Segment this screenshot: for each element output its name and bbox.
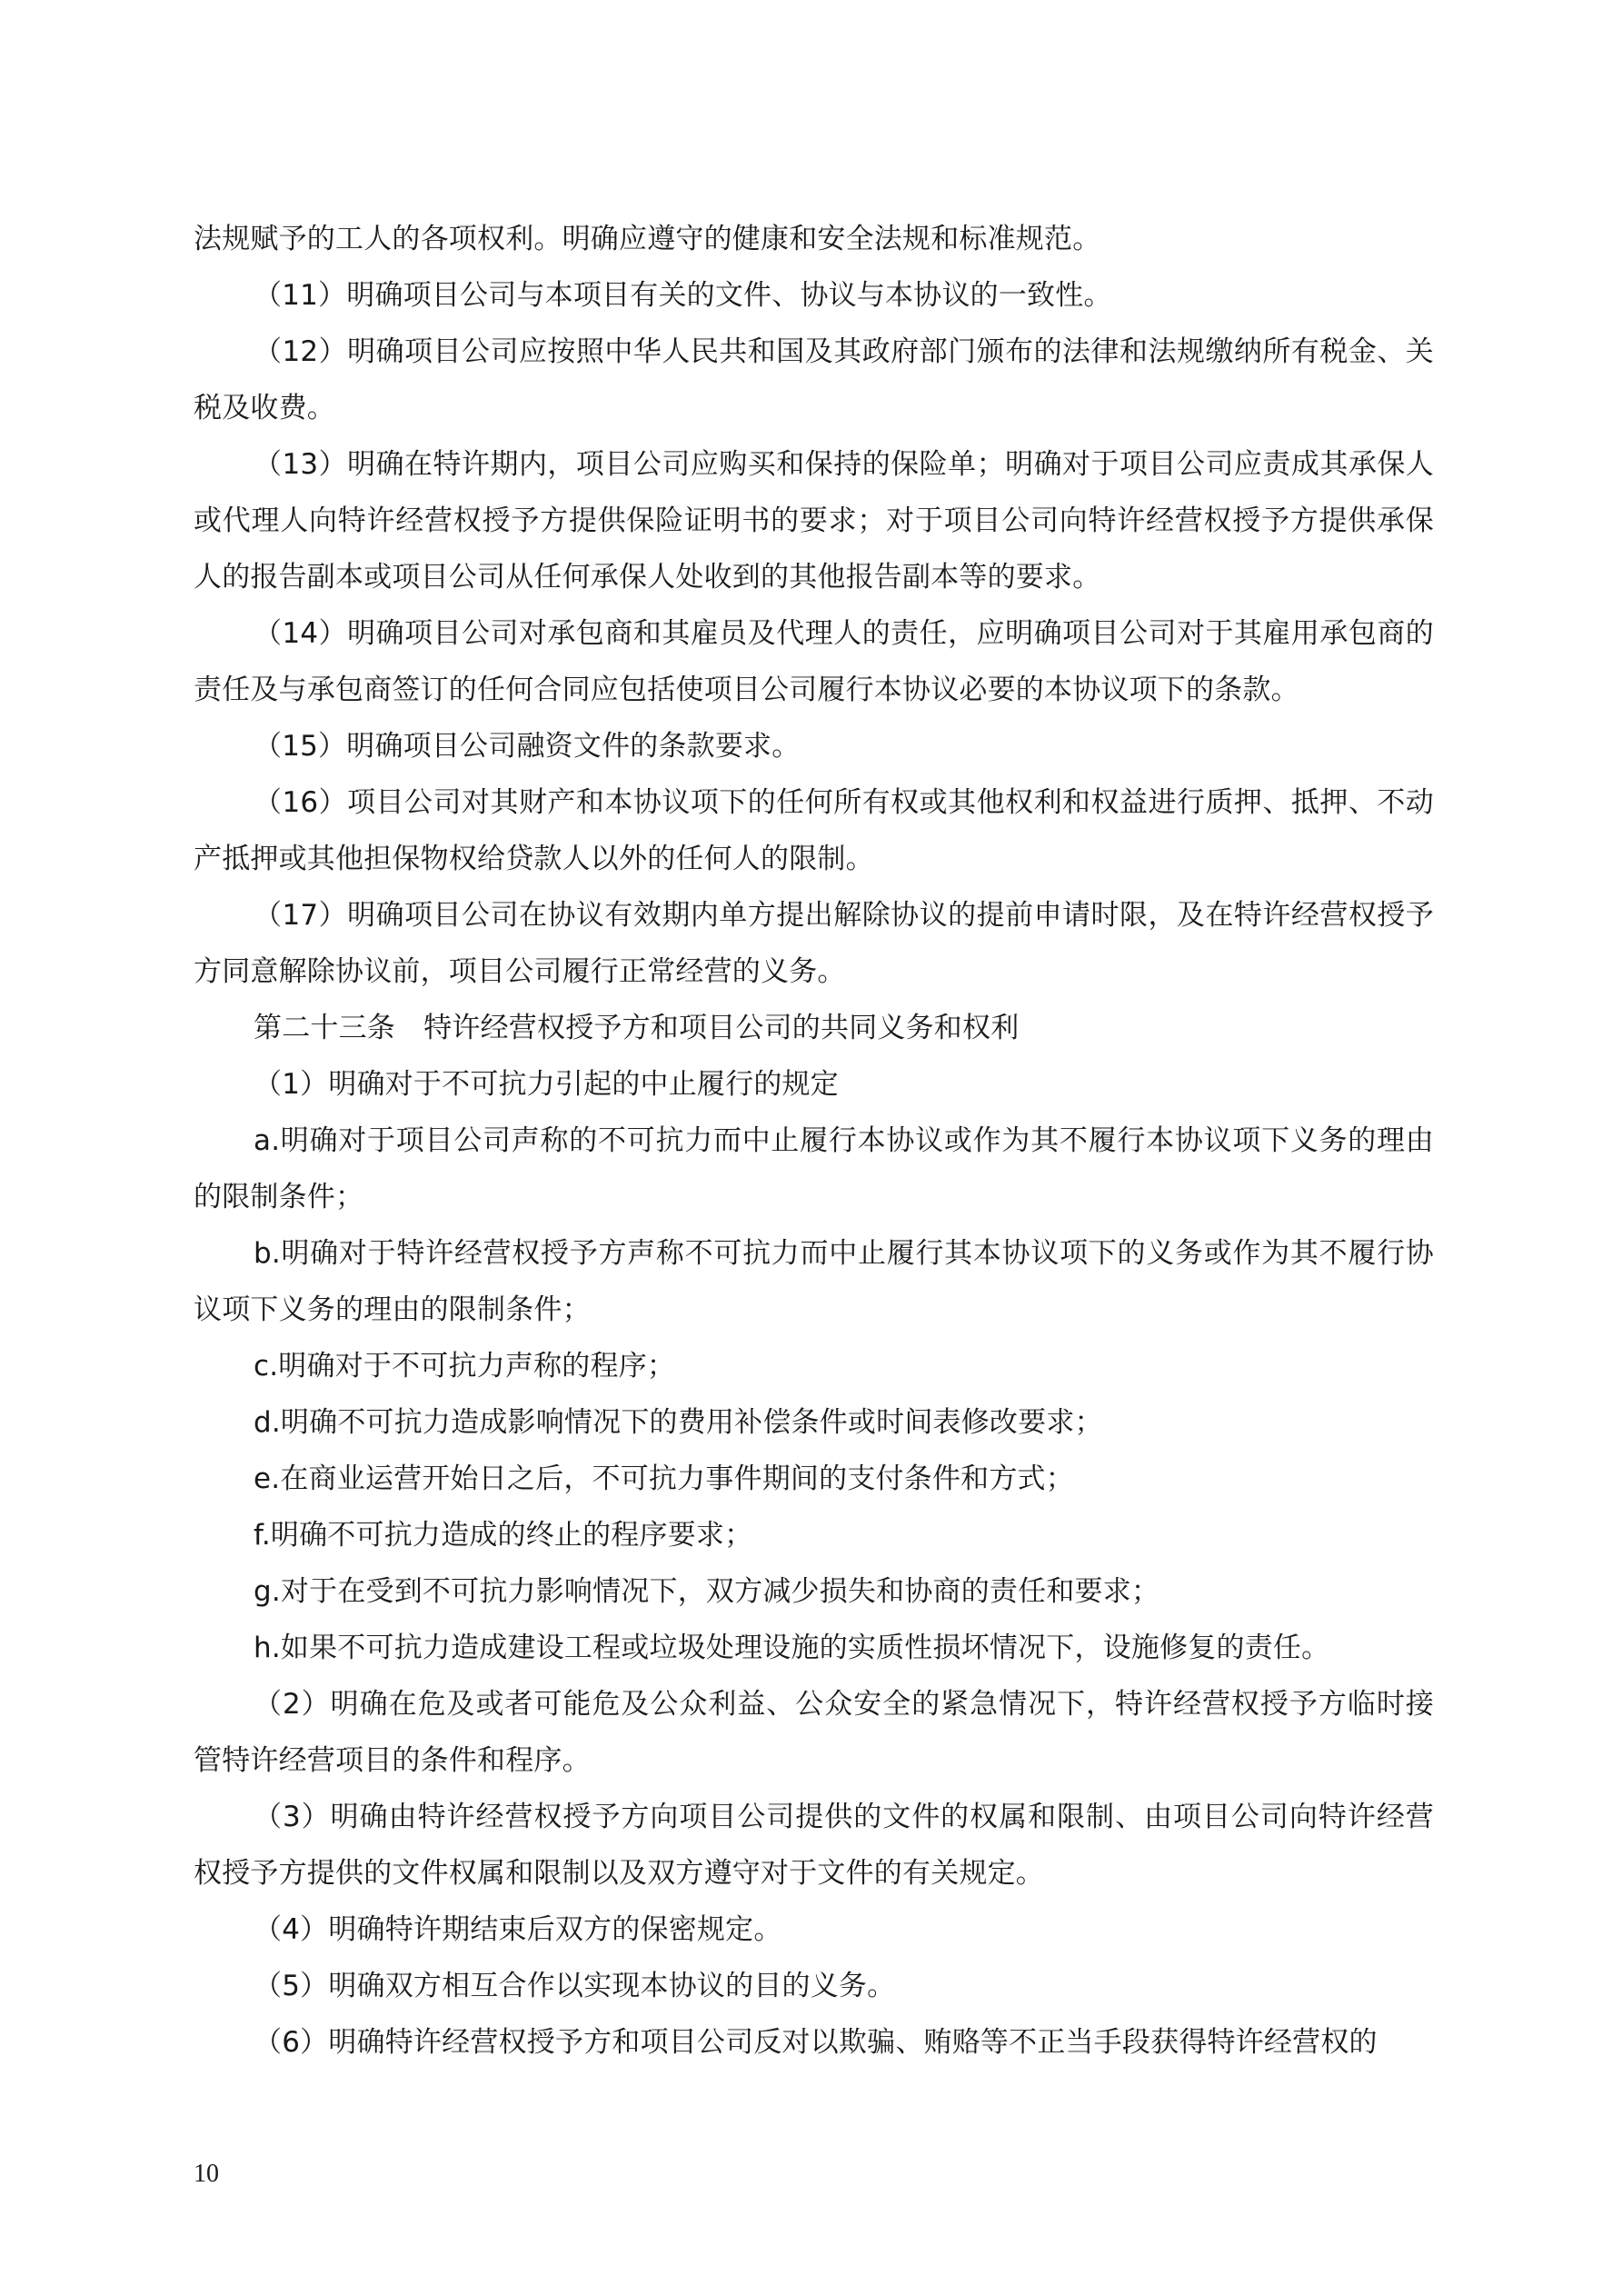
document-body <box>194 211 1434 2071</box>
paragraph: 法规赋予的工人的各项权利。明确应遵守的健康和安全法规和标准规范。 <box>194 223 1101 255</box>
list-item: f.明确不可抗力造成的终止的程序要求； <box>254 1519 753 1552</box>
list-item: c.明确对于不可抗力声称的程序； <box>254 1350 676 1383</box>
paragraph: （2）明确在危及或者可能危及公众利益、公众安全的紧急情况下，特许经营权授予方临时接管特许经营项目的条件和程序。 <box>194 1688 1434 1777</box>
paragraph: （6）明确特许经营权授予方和项目公司反对以欺骗、贿赂等不正当手段获得特许经营权的 <box>254 2026 1378 2059</box>
paragraph: （5）明确双方相互合作以实现本协议的目的义务。 <box>254 1970 896 2002</box>
list-item: d.明确不可抗力造成影响情况下的费用补偿条件或时间表修改要求； <box>254 1406 1103 1439</box>
list-item: h.如果不可抗力造成建设工程或垃圾处理设施的实质性损坏情况下，设施修复的责任。 <box>254 1632 1330 1664</box>
paragraph: （11）明确项目公司与本项目有关的文件、协议与本协议的一致性。 <box>254 279 1112 312</box>
paragraph: （16）项目公司对其财产和本协议项下的任何所有权或其他权利和权益进行质押、抵押、不动产抵押或其他担保物权给贷款人以外的任何人的限制。 <box>194 786 1434 875</box>
list-item: a.明确对于项目公司声称的不可抗力而中止履行本协议或作为其不履行本协议项下义务的理由的限制条件； <box>194 1124 1434 1213</box>
list-item: e.在商业运营开始日之后，不可抗力事件期间的支付条件和方式； <box>254 1462 1074 1495</box>
paragraph: （14）明确项目公司对承包商和其雇员及代理人的责任，应明确项目公司对于其雇用承包商的责任及与承包商签订的任何合同应包括使项目公司履行本协议必要的本协议项下的条款。 <box>194 617 1434 706</box>
paragraph: （3）明确由特许经营权授予方向项目公司提供的文件的权属和限制、由项目公司向特许经营权授予方提供的文件权属和限制以及双方遵守对于文件的有关规定。 <box>194 1801 1434 1890</box>
paragraph: （12）明确项目公司应按照中华人民共和国及其政府部门颁布的法律和法规缴纳所有税金、关税及收费。 <box>194 335 1434 424</box>
list-item: b.明确对于特许经营权授予方声称不可抗力而中止履行其本协议项下的义务或作为其不履行协议项下义务的理由的限制条件； <box>194 1237 1434 1326</box>
paragraph: （4）明确特许期结束后双方的保密规定。 <box>254 1913 782 1946</box>
paragraph: （13）明确在特许期内，项目公司应购买和保持的保险单；明确对于项目公司应责成其承保人或代理人向特许经营权授予方提供保险证明书的要求；对于项目公司向特许经营权授予方提供承保人的报告副本或项目公司从任何承保人处收到的其他报告副本等的要求。 <box>194 448 1434 594</box>
page-number: 10 <box>194 2160 219 2188</box>
article-heading: 第二十三条 特许经营权授予方和项目公司的共同义务和权利 <box>254 1012 1020 1044</box>
paragraph: （15）明确项目公司融资文件的条款要求。 <box>254 730 801 763</box>
paragraph: （17）明确项目公司在协议有效期内单方提出解除协议的提前申请时限，及在特许经营权授予方同意解除协议前，项目公司履行正常经营的义务。 <box>194 899 1434 988</box>
list-item: g.对于在受到不可抗力影响情况下，双方减少损失和协商的责任和要求； <box>254 1575 1160 1608</box>
paragraph: （1）明确对于不可抗力引起的中止履行的规定 <box>254 1068 839 1101</box>
